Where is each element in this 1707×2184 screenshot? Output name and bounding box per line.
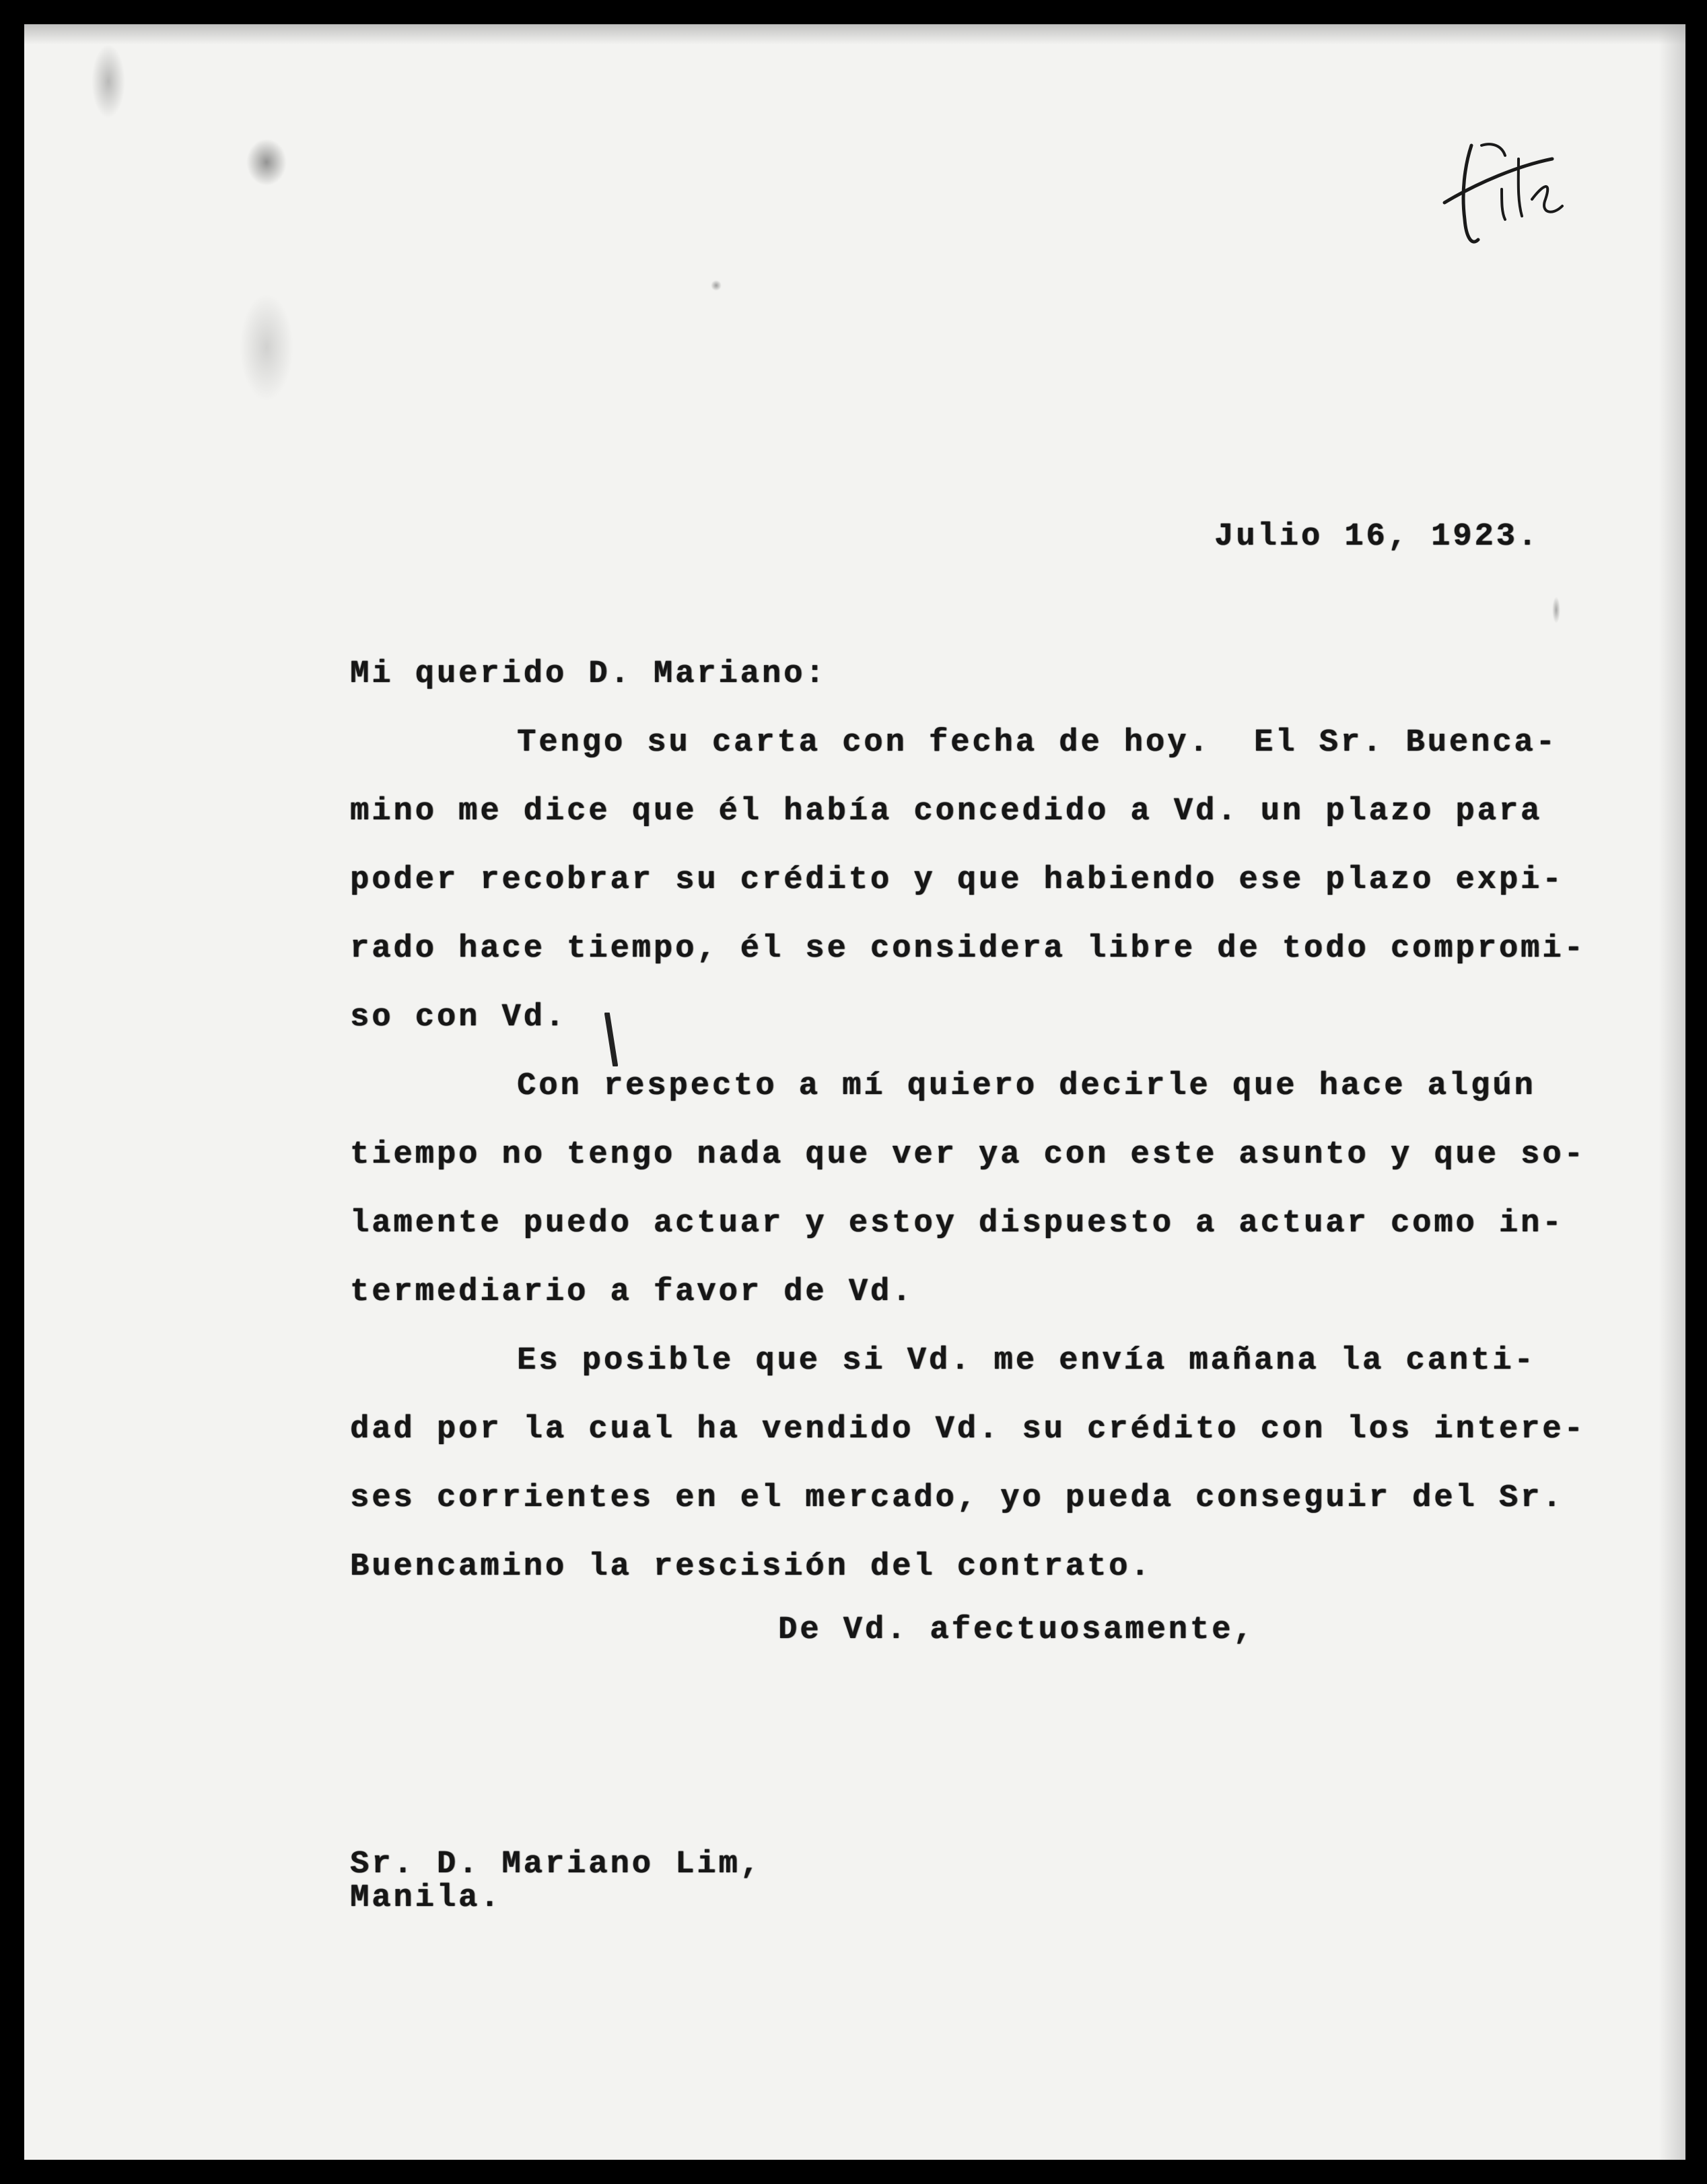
body-line: termediario a favor de Vd.	[350, 1274, 914, 1310]
body-line: tiempo no tengo nada que ver ya con este asunto y que so-	[350, 1137, 1586, 1173]
scan-smudge	[240, 294, 293, 401]
page-top-shadow	[24, 24, 1685, 44]
salutation: Mi querido D. Mariano:	[350, 656, 827, 692]
recipient-city: Manila.	[350, 1880, 502, 1916]
body-line: mino me dice que él había concedido a Vd. un plazo para	[350, 794, 1543, 829]
body-line: lamente puedo actuar y estoy dispuesto a actuar como in-	[350, 1206, 1564, 1241]
body-line: so con Vd.	[350, 1000, 567, 1035]
recipient-name: Sr. D. Mariano Lim,	[350, 1847, 762, 1882]
body-line: poder recobrar su crédito y que habiendo ese plazo expi-	[350, 862, 1564, 898]
body-line: ses corrientes en el mercado, yo pueda conseguir del Sr.	[350, 1480, 1564, 1516]
body-line: rado hace tiempo, él se considera libre de todo compromi-	[350, 931, 1586, 967]
body-line: Tengo su carta con fecha de hoy. El Sr. Buenca-	[517, 725, 1558, 761]
body-line: dad por la cual ha vendido Vd. su crédito con los intere-	[350, 1412, 1586, 1447]
scan-smudge	[711, 280, 722, 291]
closing: De Vd. afectuosamente,	[778, 1612, 1255, 1648]
body-line: Con respecto a mí quiero decirle que hace algún	[517, 1068, 1536, 1104]
scan-smudge	[92, 44, 125, 118]
letter-date: Julio 16, 1923.	[1214, 519, 1540, 555]
scratch-mark	[604, 1013, 618, 1066]
scan-smudge	[246, 139, 287, 186]
body-line: Buencamino la rescisión del contrato.	[350, 1549, 1152, 1585]
scan-smudge	[1552, 596, 1560, 623]
handwritten-file-annotation	[1418, 118, 1579, 267]
page-right-shadow	[1659, 24, 1685, 2160]
body-line: Es posible que si Vd. me envía mañana la canti-	[517, 1343, 1536, 1379]
letter-page	[24, 24, 1685, 2160]
